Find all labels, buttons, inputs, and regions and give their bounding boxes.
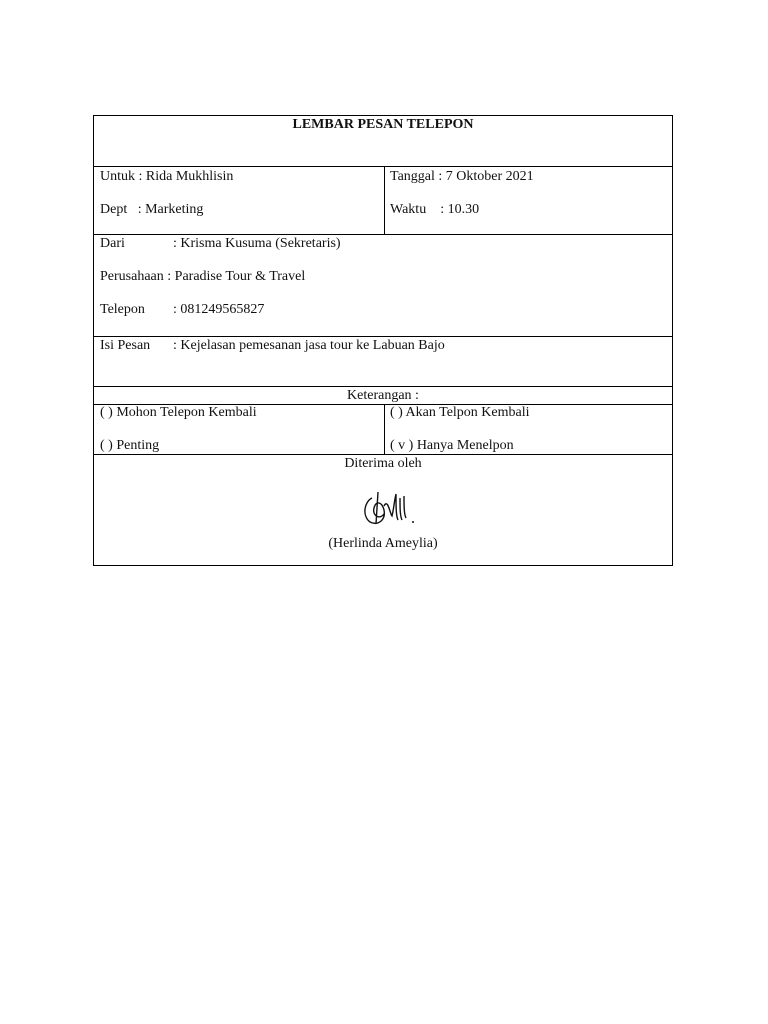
keterangan-options-row xyxy=(94,404,672,454)
perusahaan-line: Perusahaan : Paradise Tour & Travel xyxy=(100,269,306,284)
tanggal-value: 7 Oktober 2021 xyxy=(445,169,534,184)
received-heading: Diterima oleh xyxy=(344,456,422,471)
form-title: LEMBAR PESAN TELEPON xyxy=(292,117,474,132)
dept-line: Dept : Marketing xyxy=(100,202,204,217)
waktu-value: 10.30 xyxy=(447,202,480,217)
option-mohon-telepon-kembali: ( ) Mohon Telepon Kembali xyxy=(100,405,257,420)
untuk-value: Rida Mukhlisin xyxy=(145,169,234,184)
column-divider xyxy=(384,405,385,454)
receiver-name: (Herlinda Ameylia) xyxy=(328,536,438,551)
waktu-label: Waktu xyxy=(390,202,427,217)
signature xyxy=(358,486,418,530)
datetime-cell xyxy=(385,167,674,234)
untuk-line: Untuk : Rida Mukhlisin xyxy=(100,169,234,184)
dari-value-line: : Krisma Kusuma (Sekretaris) xyxy=(173,236,341,251)
telepon-label: Telepon xyxy=(100,302,145,317)
tanggal-line: Tanggal : 7 Oktober 2021 xyxy=(390,169,534,184)
waktu-line: Waktu : 10.30 xyxy=(390,202,480,217)
perusahaan-label: Perusahaan xyxy=(100,269,164,284)
message-row xyxy=(94,336,672,386)
telepon-value: 081249565827 xyxy=(180,302,265,317)
option-hanya-menelpon: ( v ) Hanya Menelpon xyxy=(390,438,514,453)
keterangan-heading-row xyxy=(94,386,672,404)
recipient-row xyxy=(94,166,672,234)
message-label: Isi Pesan xyxy=(100,338,151,353)
dari-value: Krisma Kusuma (Sekretaris) xyxy=(180,236,341,251)
dari-label: Dari xyxy=(100,236,125,251)
dept-value: Marketing xyxy=(145,202,204,217)
recipient-cell xyxy=(94,167,384,234)
sender-row xyxy=(94,234,672,336)
keterangan-heading: Keterangan : xyxy=(347,388,419,403)
message-value-line: : Kejelasan pemesanan jasa tour ke Labuan Bajo xyxy=(173,338,445,353)
perusahaan-value: Paradise Tour & Travel xyxy=(174,269,306,284)
dept-label: Dept xyxy=(100,202,128,217)
tanggal-label: Tanggal xyxy=(390,169,435,184)
untuk-label: Untuk xyxy=(100,169,135,184)
message-value: Kejelasan pemesanan jasa tour ke Labuan Bajo xyxy=(180,338,445,353)
option-penting: ( ) Penting xyxy=(100,438,160,453)
telepon-value-line: : 081249565827 xyxy=(173,302,265,317)
option-akan-telpon-kembali: ( ) Akan Telpon Kembali xyxy=(390,405,530,420)
phone-message-form xyxy=(93,115,673,566)
